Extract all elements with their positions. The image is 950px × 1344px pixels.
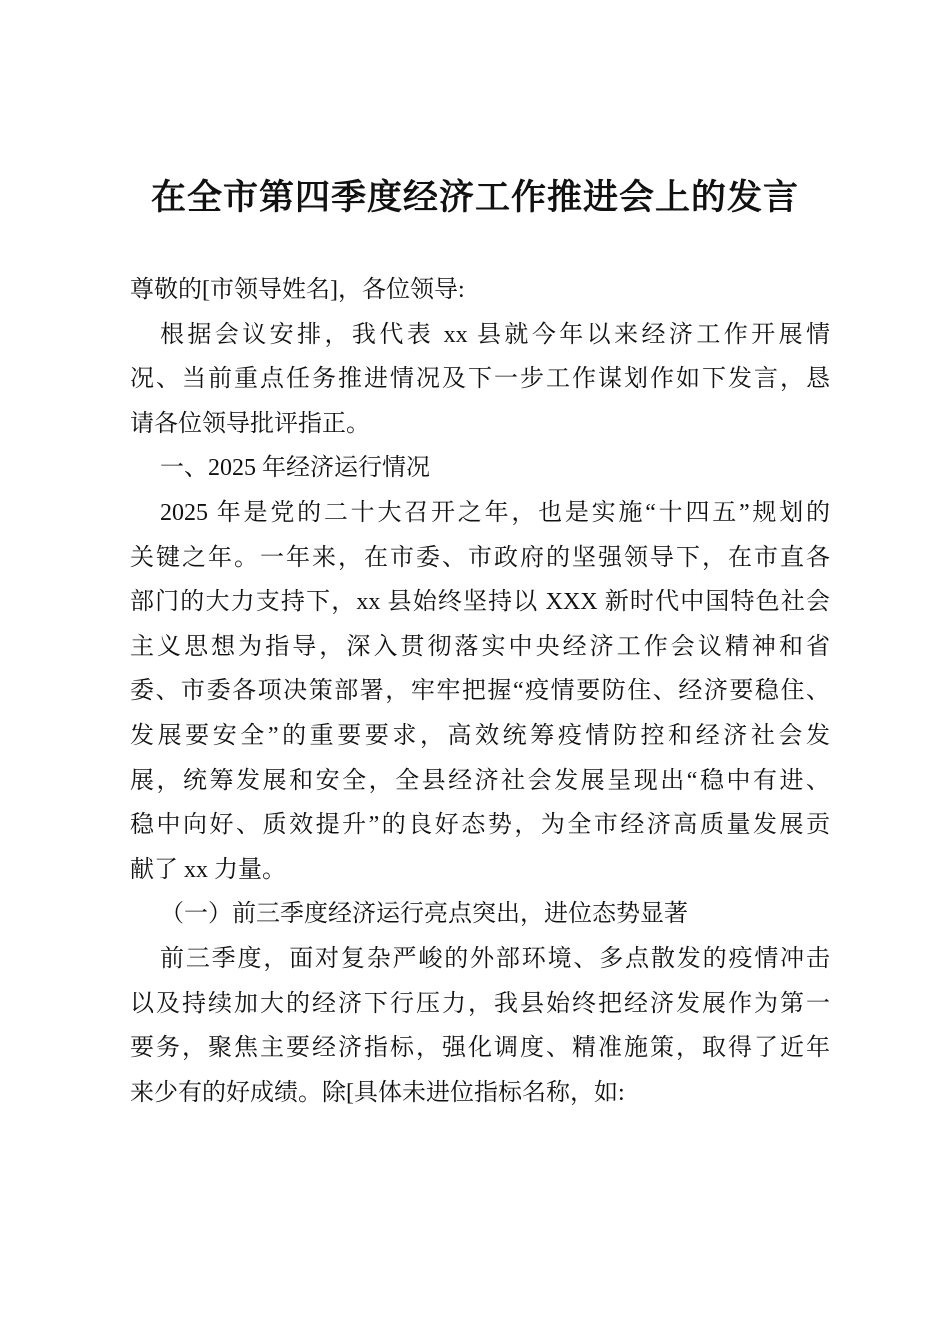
paragraph-line: 委、市委各项决策部署，牢牢把握“疫情要防住、经济要稳住、 (130, 678, 830, 705)
paragraph-line: 以及持续加大的经济下行压力，我县始终把经济发展作为第一 (130, 990, 830, 1017)
paragraph-line: 主义思想为指导，深入贯彻落实中央经济工作会议精神和省 (130, 633, 830, 660)
paragraph-line: 根据会议安排，我代表 xx 县就今年以来经济工作开展情 (160, 321, 830, 348)
salutation: 尊敬的[市领导姓名]，各位领导: (130, 277, 465, 303)
paragraph-line: 来少有的好成绩。除[具体未进位指标名称，如: (130, 1079, 625, 1106)
subsection-heading: （一）前三季度经济运行亮点突出，进位态势显著 (160, 901, 688, 928)
document-title: 在全市第四季度经济工作推进会上的发言 (150, 178, 799, 217)
intro-paragraph (130, 313, 830, 447)
paragraph-line: 发展要安全”的重要要求，高效统筹疫情防控和经济社会发 (130, 722, 830, 749)
paragraph-line: 前三季度，面对复杂严峻的外部环境、多点散发的疫情冲击 (160, 945, 830, 972)
paragraph-line: 展，统筹发展和安全，全县经济社会发展呈现出“稳中有进、 (130, 767, 830, 794)
overview-paragraph (130, 491, 830, 892)
q3-paragraph (130, 937, 830, 1115)
paragraph-line: 况、当前重点任务推进情况及下一步工作谋划作如下发言，恳 (130, 366, 830, 393)
paragraph-line: 稳中向好、质效提升”的良好态势，为全市经济高质量发展贡 (130, 812, 830, 839)
paragraph-line: 请各位领导批评指正。 (130, 410, 370, 437)
section-heading: 一、2025 年经济运行情况 (160, 455, 430, 482)
paragraph-line: 2025 年是党的二十大召开之年，也是实施“十四五”规划的 (160, 499, 830, 526)
paragraph-line: 关键之年。一年来，在市委、市政府的坚强领导下，在市直各 (130, 544, 830, 571)
paragraph-line: 部门的大力支持下，xx 县始终坚持以 XXX 新时代中国特色社会 (130, 589, 830, 616)
paragraph-line: 献了 xx 力量。 (130, 856, 286, 883)
document-body (130, 268, 830, 1115)
paragraph-line: 要务，聚焦主要经济指标，强化调度、精准施策，取得了近年 (130, 1035, 830, 1062)
